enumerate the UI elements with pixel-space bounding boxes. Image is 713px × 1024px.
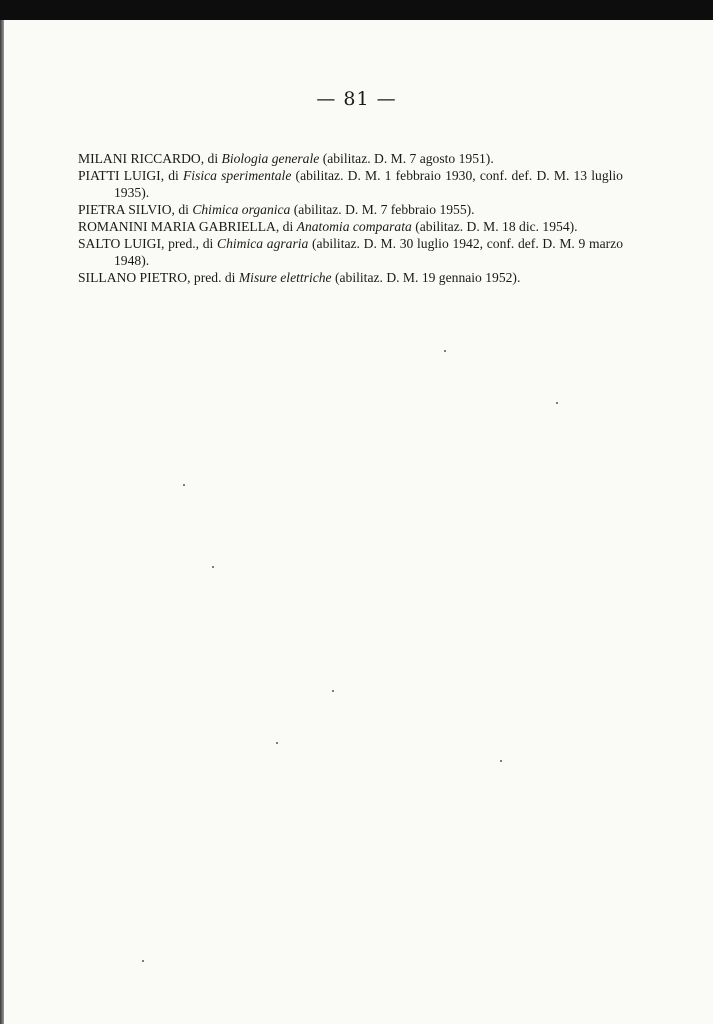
list-item: [78, 218, 623, 235]
entry-details: (abilitaz. D. M. 1 febbraio 1930, conf. def. D. M. 13 luglio 1935).: [114, 168, 623, 200]
scan-speck: [332, 690, 334, 692]
scan-top-border: [0, 0, 713, 20]
entry-prefix: , pred. di: [187, 270, 239, 285]
entry-name: SALTO LUIGI: [78, 236, 161, 251]
entry-details: (abilitaz. D. M. 30 luglio 1942, conf. def. D. M. 9 marzo 1948).: [114, 236, 623, 268]
entry-details: (abilitaz. D. M. 7 agosto 1951).: [319, 151, 494, 166]
entry-subject: Biologia generale: [221, 151, 320, 166]
list-item: [78, 167, 623, 201]
page-number: — 81 —: [316, 88, 397, 110]
entry-prefix: , di: [200, 151, 222, 166]
faculty-list: [78, 150, 623, 286]
entry-name: MILANI RICCARDO: [78, 151, 201, 166]
entry-name: PIATTI LUIGI: [78, 168, 161, 183]
scan-speck: [212, 566, 214, 568]
entry-prefix: , di: [171, 202, 193, 217]
entry-name: PIETRA SILVIO: [78, 202, 172, 217]
entry-subject: Chimica organica: [192, 202, 291, 217]
scan-speck: [556, 402, 558, 404]
entry-details: (abilitaz. D. M. 18 dic. 1954).: [411, 219, 578, 234]
entry-subject: Misure elettriche: [238, 270, 332, 285]
scan-left-border: [0, 20, 4, 1024]
entry-details: (abilitaz. D. M. 7 febbraio 1955).: [290, 202, 475, 217]
list-item: [78, 150, 623, 167]
entry-prefix: , di: [275, 219, 297, 234]
entry-subject: Chimica agraria: [217, 236, 309, 251]
entry-subject: Anatomia comparata: [296, 219, 412, 234]
scan-speck: [142, 960, 144, 962]
scan-speck: [276, 742, 278, 744]
entry-prefix: , pred., di: [161, 236, 218, 251]
scan-speck: [444, 350, 446, 352]
entry-details: (abilitaz. D. M. 19 gennaio 1952).: [331, 270, 521, 285]
list-item: [78, 269, 623, 286]
entry-prefix: , di: [160, 168, 183, 183]
scan-speck: [183, 484, 185, 486]
list-item: [78, 201, 623, 218]
entry-subject: Fisica sperimentale: [183, 168, 292, 183]
list-item: [78, 235, 623, 269]
entry-name: ROMANINI MARIA GABRIELLA: [78, 219, 276, 234]
entry-name: SILLANO PIETRO: [78, 270, 188, 285]
scan-speck: [500, 760, 502, 762]
